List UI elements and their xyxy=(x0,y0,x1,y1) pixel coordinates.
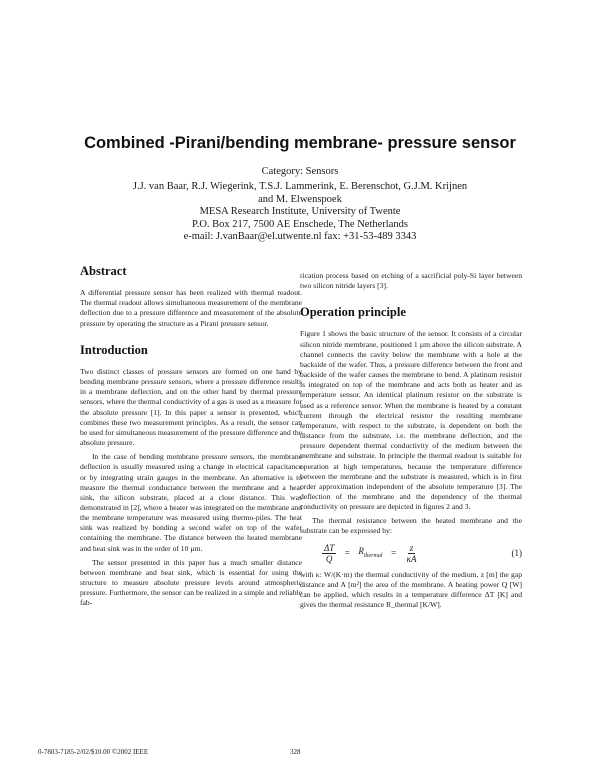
author-line-2: and M. Elwenspoek xyxy=(258,193,342,205)
intro-paragraph-2: In the case of bending membrane pressure sensors, the membrane deflection is usually measured using a change in electrical capacitance or by integrating strain gauges in the membrane. An alternative is to measure the thermal conductance between the membrane and a heat sink, the silicon substrate, placed at a close distance. This was demonstrated in [2], where a heater was integrated on the membrane and the membrane temperature was measured using thermo-piles. The heat sink was realized by bonding a second wafer on top of the wafer containing the membrane. The distance between the heated membrane and heat sink was in the order of 10 µm. xyxy=(80,452,302,553)
eq-numerator: ΔT xyxy=(324,542,335,553)
operation-principle-heading: Operation principle xyxy=(300,305,406,320)
affiliation-line: MESA Research Institute, University of Twente xyxy=(199,206,401,218)
equation-1 xyxy=(300,543,522,564)
abstract-text: A differential pressure sensor has been realized with thermal readout. The thermal readout allows simultaneous measurement of the membrane deflection due to a pressure difference and measurement of the absolute pressure by operating the structure as a Pirani pressure sensor. xyxy=(80,288,302,328)
equation-number: (1) xyxy=(511,548,522,559)
contact-line: e-mail: J.vanBaar@el.utwente.nl fax: +31-53-489 3343 xyxy=(183,231,417,243)
introduction-heading: Introduction xyxy=(80,342,148,357)
author-line-1: J.J. van Baar, R.J. Wiegerink, T.S.J. Lammerink, E. Berenschot, G.J.M. Krijnen xyxy=(132,181,468,192)
operation-paragraph-3: with κ: W/(K·m) the thermal conductivity of the medium, z [m] the gap distance and A [m²] the area of the membrane. A heating power Q [W] can be applied, which results in a temperature difference ΔT [K] and gives the thermal resistance R_thermal [K/W]. xyxy=(300,569,522,610)
intro-paragraph-1: Two distinct classes of pressure sensors are formed on one hand by bending membrane pressure sensors, where a pressure difference results in a membrane deflection, and on the other hand by thermal pressure sensors, where the thermal conductivity of a gas is used as a measure for the absolute pressure [1]. In this paper a sensor is presented, which combines these two measurement principles. As a result, the sensor can be used for simultaneous measurement of the pressure difference and the absolute pressure. xyxy=(80,366,302,448)
eq-rhs-denominator: κA xyxy=(406,553,417,564)
eq-fraction-left xyxy=(322,543,336,564)
page-number: 328 xyxy=(290,748,301,756)
paper-category: Category: Sensors xyxy=(261,166,339,177)
operation-paragraph-2: The thermal resistance between the heated membrane and the substrate can be expressed by: xyxy=(300,516,522,536)
author-block xyxy=(0,181,600,244)
address-line: P.O. Box 217, 7500 AE Enschede, The Netherlands xyxy=(192,218,408,230)
fabrication-continuation: rication process based on etching of a sacrificial poly-Si layer between two silicon nitride layers [3]. xyxy=(300,271,522,291)
paper-title: Combined -Pirani/bending membrane- pressure sensor xyxy=(84,134,516,152)
copyright-footer: 0-7803-7185-2/02/$10.00 ©2002 IEEE xyxy=(38,748,149,756)
eq-rhs-numerator: z xyxy=(409,542,414,553)
eq-equals-2: = xyxy=(390,548,397,559)
eq-r-thermal: $R_{thermal}$ xyxy=(358,545,383,559)
intro-paragraph-3: The sensor presented in this paper has a much smaller distance between membrane and heat sink, which is essential for using the structure to measure absolute pressure levels around atmospheric pressure. Furthermore, the sensor can be realized in a simple and reliable fab- xyxy=(80,557,302,608)
eq-equals-1: = xyxy=(344,548,351,559)
eq-fraction-right xyxy=(405,543,419,564)
eq-denominator: Q xyxy=(325,553,333,564)
abstract-heading: Abstract xyxy=(80,264,127,278)
left-column xyxy=(80,266,302,609)
operation-paragraph-1: Figure 1 shows the basic structure of the sensor. It consists of a circular silicon nitride membrane, positioned 1 µm above the silicon substrate. A channel connects the cavity below the membrane with a hole at the backside of the wafer. Thus, a pressure difference between the front and backside of the wafer causes the membrane to bend. A platinum resistor is integrated on top of the membrane and acts both as heater and as temperature sensor. An identical platinum resistor on the substrate is used as a reference sensor. When the membrane is heated by a constant current through the electrical resistor the resulting membrane temperature, with respect to the substrate, is dependent on both the distance from the substrate, i.e. the membrane deflection, and the pressure dependent thermal conductivity of the medium between the membrane and substrate. In principle the thermal readout is suitable for operation at high temperatures, because the temperature difference between the membrane and the substrate is measured, which is in first order approximation independent of the absolute temperature [3]. The deflection of the membrane and the dependency of the thermal conductivity on pressure are depicted in figures 2 and 3. xyxy=(300,329,522,512)
right-column xyxy=(300,271,522,610)
